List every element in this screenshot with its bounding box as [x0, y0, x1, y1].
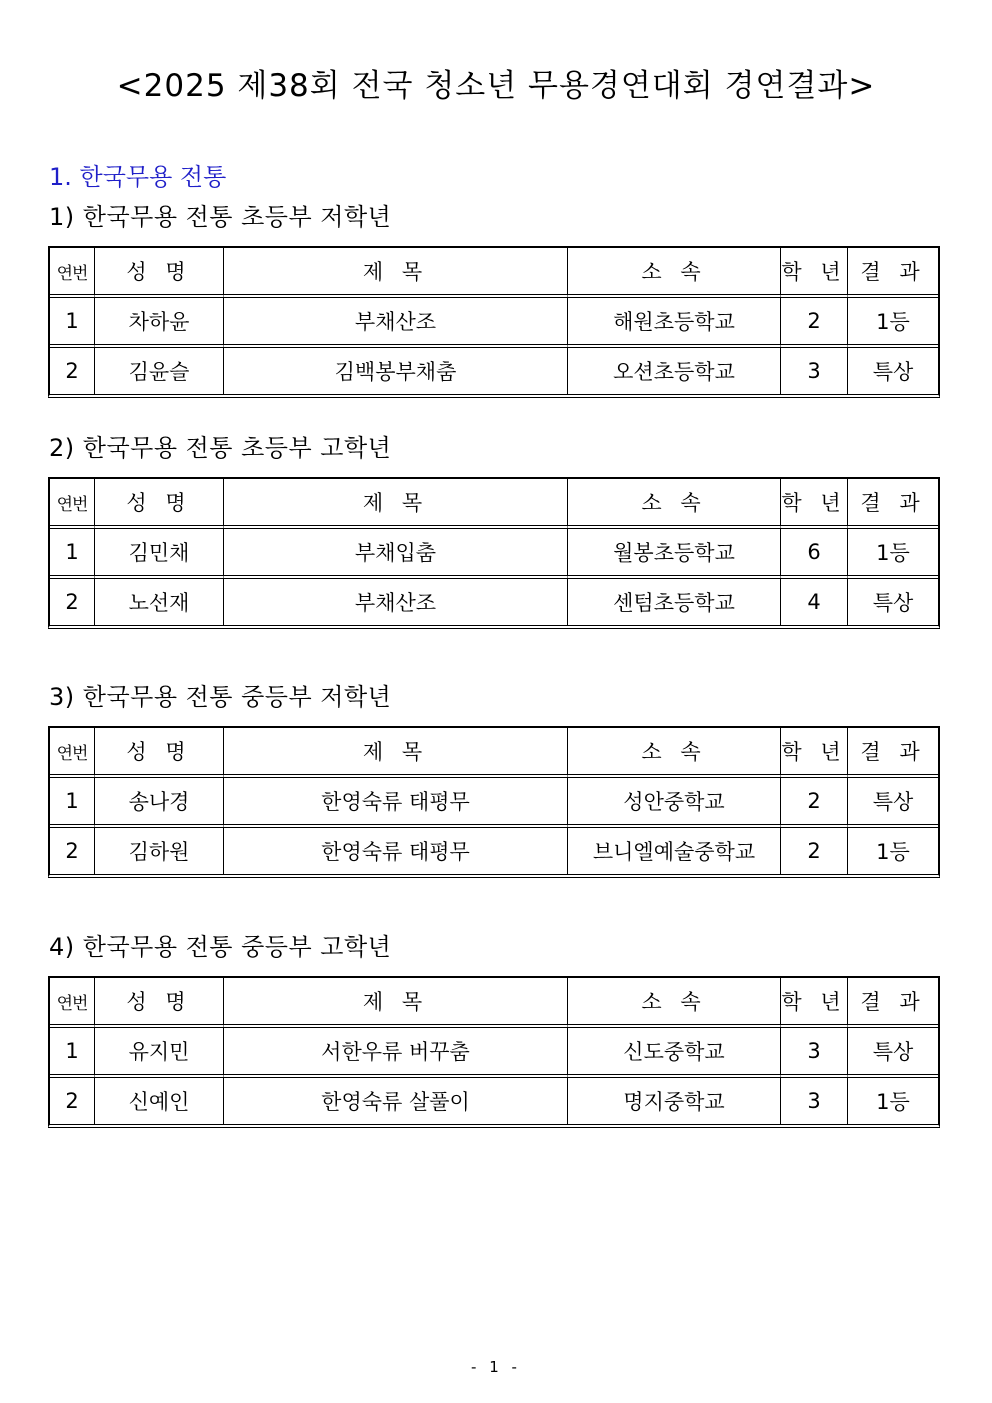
cell-number: 1 [50, 1028, 95, 1078]
cell-affiliation: 브니엘예술중학교 [568, 828, 781, 874]
table-row [50, 1078, 938, 1124]
results-table-3 [48, 726, 940, 878]
header-result: 결 과 [848, 978, 938, 1028]
cell-affiliation: 성안중학교 [568, 778, 781, 828]
header-name: 성 명 [95, 728, 224, 778]
table-header-row [50, 978, 938, 1028]
cell-affiliation: 명지중학교 [568, 1078, 781, 1124]
header-number: 연번 [50, 248, 95, 298]
cell-result: 1등 [876, 840, 910, 864]
header-result: 결 과 [848, 248, 938, 298]
cell-title: 부채산조 [224, 298, 568, 348]
cell-grade: 6 [781, 529, 848, 579]
cell-title: 부채산조 [224, 579, 568, 625]
header-name: 성 명 [95, 479, 224, 529]
cell-number: 2 [50, 579, 95, 625]
table-row [50, 1028, 938, 1078]
table-4-heading: 4) 한국무용 전통 중등부 고학년 [49, 933, 392, 961]
table-3-heading: 3) 한국무용 전통 중등부 저학년 [49, 683, 392, 711]
cell-title: 한영숙류 살풀이 [224, 1078, 568, 1124]
header-affiliation: 소 속 [568, 248, 781, 298]
cell-result: 특상 [872, 360, 914, 384]
cell-title: 김백봉부채춤 [224, 348, 568, 394]
header-number: 연번 [50, 978, 95, 1028]
cell-affiliation: 월봉초등학교 [568, 529, 781, 579]
cell-affiliation: 센텀초등학교 [568, 579, 781, 625]
table-row [50, 298, 938, 348]
cell-result: 1등 [848, 298, 938, 348]
cell-result: 특상 [848, 778, 938, 828]
header-grade: 학 년 [781, 479, 848, 529]
header-result: 결 과 [848, 479, 938, 529]
cell-number: 2 [50, 1078, 95, 1124]
header-title: 제 목 [224, 728, 568, 778]
cell-number: 1 [50, 529, 95, 579]
header-name: 성 명 [95, 978, 224, 1028]
cell-grade: 2 [781, 828, 848, 874]
header-name: 성 명 [95, 248, 224, 298]
table-header-row [50, 479, 938, 529]
header-grade: 학 년 [781, 978, 848, 1028]
cell-grade: 2 [781, 778, 848, 828]
cell-name: 김윤슬 [95, 348, 224, 394]
cell-title: 서한우류 버꾸춤 [224, 1028, 568, 1078]
header-title: 제 목 [224, 479, 568, 529]
cell-title: 한영숙류 태평무 [224, 828, 568, 874]
cell-name: 김민채 [95, 529, 224, 579]
cell-title: 부채입춤 [224, 529, 568, 579]
header-affiliation: 소 속 [568, 479, 781, 529]
table-header-row [50, 728, 938, 778]
cell-name: 신예인 [95, 1078, 224, 1124]
cell-grade: 3 [781, 348, 848, 394]
header-result: 결 과 [848, 728, 938, 778]
document-title: <2025 제38회 전국 청소년 무용경연대회 경연결과> [116, 68, 876, 104]
results-table-1 [48, 246, 940, 398]
header-title: 제 목 [224, 978, 568, 1028]
cell-affiliation: 해원초등학교 [568, 298, 781, 348]
cell-name: 김하원 [95, 828, 224, 874]
cell-result: 특상 [872, 591, 914, 615]
cell-result: 1등 [876, 1090, 910, 1114]
header-grade: 학 년 [781, 728, 848, 778]
table-1-heading: 1) 한국무용 전통 초등부 저학년 [49, 203, 392, 231]
table-row [50, 579, 938, 625]
header-number: 연번 [50, 479, 95, 529]
cell-affiliation: 오션초등학교 [568, 348, 781, 394]
cell-number: 2 [50, 348, 95, 394]
table-row [50, 529, 938, 579]
header-number: 연번 [50, 728, 95, 778]
cell-grade: 2 [781, 298, 848, 348]
cell-title: 한영숙류 태평무 [224, 778, 568, 828]
cell-affiliation: 신도중학교 [568, 1028, 781, 1078]
table-row [50, 778, 938, 828]
results-table-2 [48, 477, 940, 629]
cell-result: 특상 [848, 1028, 938, 1078]
cell-grade: 3 [781, 1078, 848, 1124]
cell-number: 2 [50, 828, 95, 874]
cell-result: 1등 [848, 529, 938, 579]
cell-grade: 3 [781, 1028, 848, 1078]
cell-name: 유지민 [95, 1028, 224, 1078]
table-row [50, 828, 938, 874]
cell-number: 1 [50, 778, 95, 828]
header-grade: 학 년 [781, 248, 848, 298]
table-2-heading: 2) 한국무용 전통 초등부 고학년 [49, 434, 392, 462]
cell-name: 송나경 [95, 778, 224, 828]
header-affiliation: 소 속 [568, 728, 781, 778]
cell-name: 차하윤 [95, 298, 224, 348]
cell-number: 1 [50, 298, 95, 348]
results-table-4 [48, 976, 940, 1128]
cell-grade: 4 [781, 579, 848, 625]
page-number: - 1 - [471, 1358, 521, 1376]
cell-name: 노선재 [95, 579, 224, 625]
table-row [50, 348, 938, 394]
header-affiliation: 소 속 [568, 978, 781, 1028]
header-title: 제 목 [224, 248, 568, 298]
table-header-row [50, 248, 938, 298]
section-heading: 1. 한국무용 전통 [49, 163, 227, 191]
